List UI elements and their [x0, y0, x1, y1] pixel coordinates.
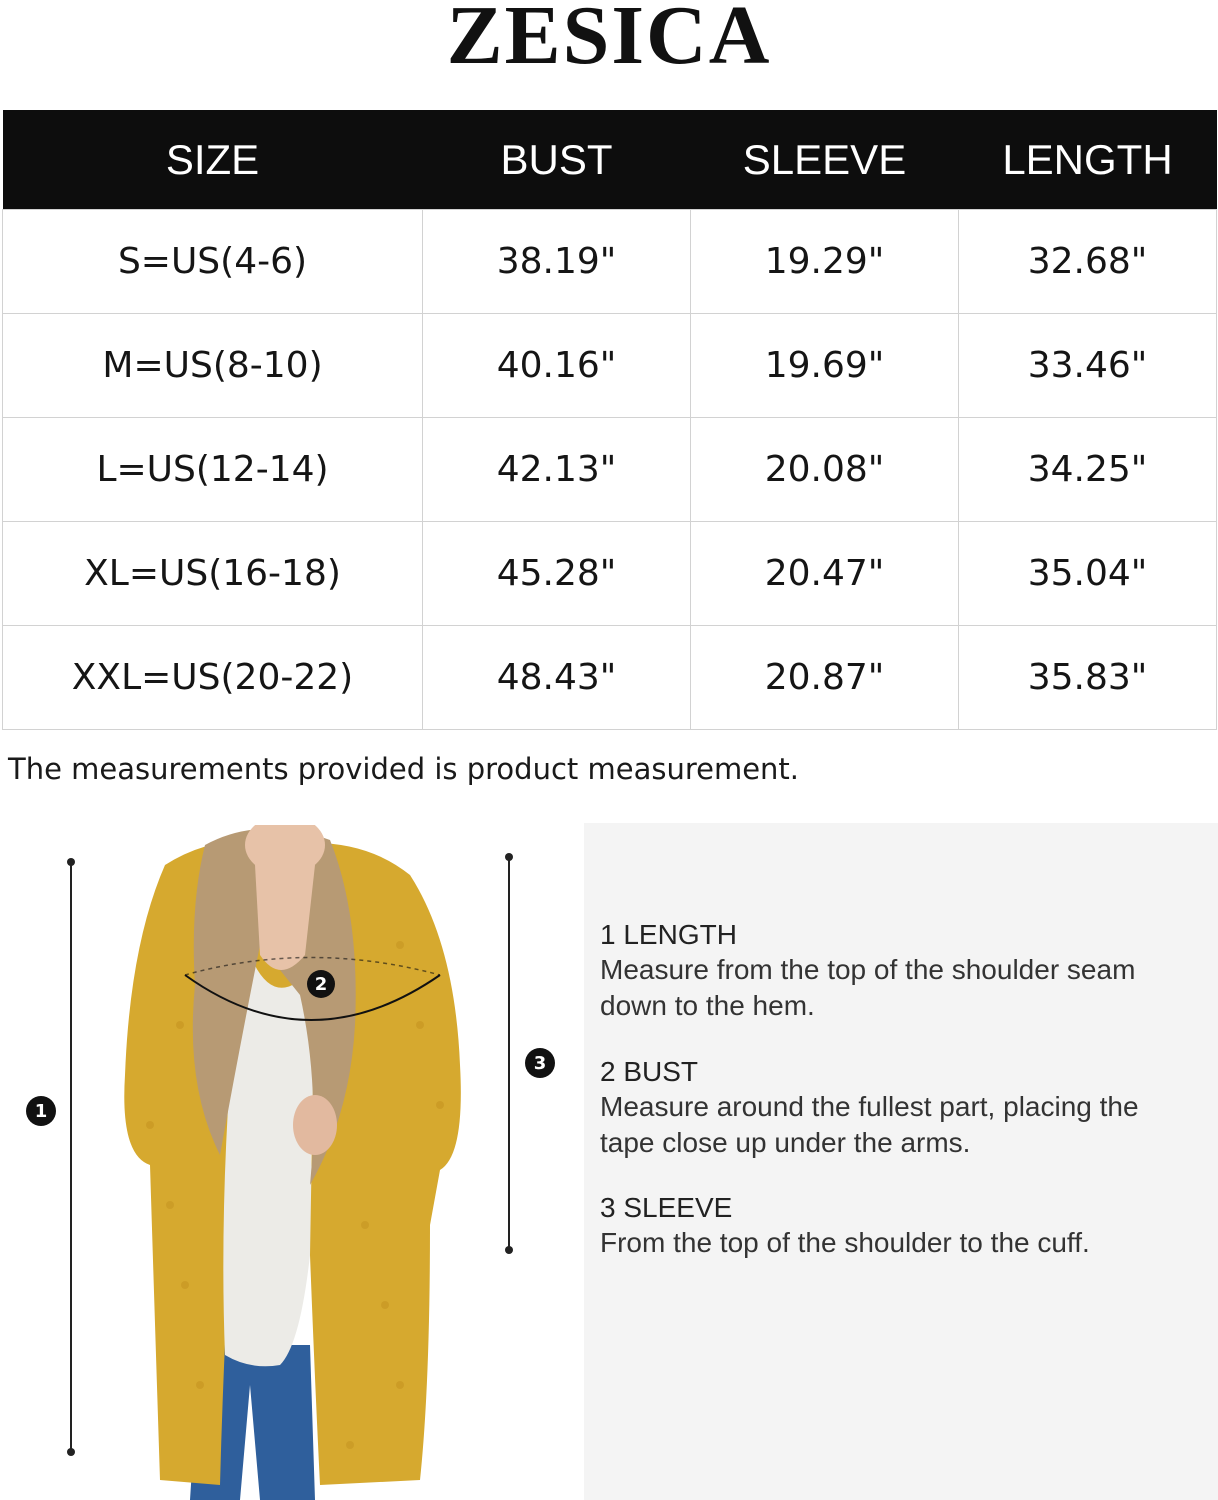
header-size: SIZE: [3, 110, 423, 210]
header-sleeve: SLEEVE: [691, 110, 959, 210]
cell-size: XL=US(16-18): [3, 522, 423, 626]
cell-size: M=US(8-10): [3, 314, 423, 418]
cell-sleeve: 19.29": [691, 210, 959, 314]
cell-bust: 38.19": [423, 210, 691, 314]
cell-sleeve: 20.08": [691, 418, 959, 522]
length-instruction: [600, 918, 1200, 1024]
sleeve-instruction-title: 3 SLEEVE: [600, 1192, 733, 1223]
cell-sleeve: 20.87": [691, 626, 959, 730]
length-badge: 1: [26, 1096, 56, 1126]
length-instruction-title: 1 LENGTH: [600, 919, 737, 950]
measurement-instructions-panel: [584, 823, 1218, 1500]
table-row: [3, 626, 1217, 730]
cell-sleeve: 20.47": [691, 522, 959, 626]
table-row: [3, 314, 1217, 418]
cell-size: L=US(12-14): [3, 418, 423, 522]
header-bust: BUST: [423, 110, 691, 210]
cell-size: S=US(4-6): [3, 210, 423, 314]
length-line-bottom-dot: [67, 1448, 75, 1456]
cell-length: 32.68": [959, 210, 1217, 314]
length-measure-line: [70, 862, 72, 1452]
model-photo: [110, 825, 470, 1500]
cell-size: XXL=US(20-22): [3, 626, 423, 730]
cell-bust: 45.28": [423, 522, 691, 626]
sleeve-instruction: [600, 1191, 1200, 1261]
brand-logo: ZESICA: [446, 0, 772, 82]
table-row: [3, 210, 1217, 314]
bust-instruction-text: Measure around the fullest part, placing the tape close up under the arms.: [600, 1091, 1139, 1158]
cell-length: 35.83": [959, 626, 1217, 730]
sleeve-measure-line: [508, 857, 510, 1250]
bust-instruction-title: 2 BUST: [600, 1056, 699, 1087]
bust-instruction: [600, 1055, 1200, 1161]
cell-bust: 42.13": [423, 418, 691, 522]
cell-bust: 48.43": [423, 626, 691, 730]
cell-length: 34.25": [959, 418, 1217, 522]
table-row: [3, 418, 1217, 522]
cell-sleeve: 19.69": [691, 314, 959, 418]
header-length: LENGTH: [959, 110, 1217, 210]
cell-bust: 40.16": [423, 314, 691, 418]
table-header-row: [3, 110, 1217, 210]
table-row: [3, 522, 1217, 626]
length-instruction-text: Measure from the top of the shoulder seam down to the hem.: [600, 954, 1136, 1021]
cell-length: 33.46": [959, 314, 1217, 418]
sleeve-line-bottom-dot: [505, 1246, 513, 1254]
cell-length: 35.04": [959, 522, 1217, 626]
sleeve-instruction-text: From the top of the shoulder to the cuff.: [600, 1227, 1090, 1258]
size-chart-table: [2, 110, 1217, 730]
measurement-note: The measurements provided is product measurement.: [8, 752, 800, 786]
sleeve-badge: 3: [525, 1048, 555, 1078]
bust-badge: 2: [307, 970, 335, 998]
